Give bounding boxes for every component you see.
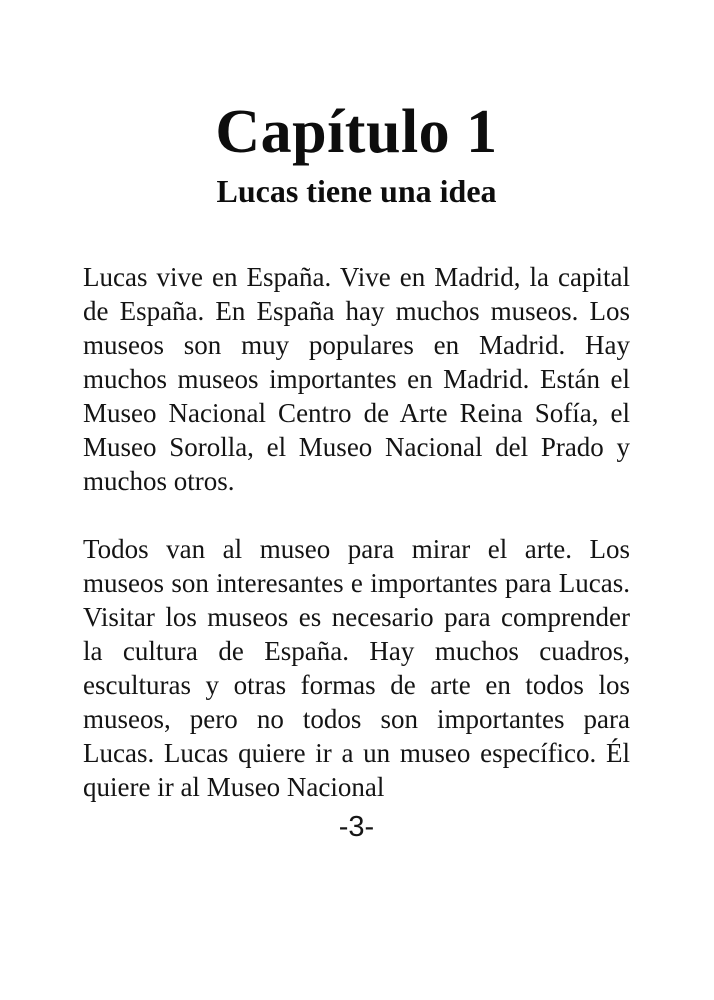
chapter-title: Capítulo 1 (215, 98, 498, 166)
page-content (0, 98, 714, 844)
chapter-body (83, 260, 630, 804)
paragraph-2: Todos van al museo para mirar el arte. Los museos son interesantes e importantes para Lucas. Visitar los museos es necesario para comprender la cultura de España. Hay muchos cuadros, esculturas y otras formas de arte en todos los museos, pero no todos son importantes para Lucas. Lucas quiere ir a un museo específico. Él quiere ir al Museo Nacional (83, 534, 630, 803)
chapter-header (83, 98, 630, 210)
page-footer (83, 810, 630, 844)
chapter-subtitle: Lucas tiene una idea (216, 173, 497, 210)
page-number: -3- (338, 811, 375, 844)
paragraph-1: Lucas vive en España. Vive en Madrid, la capital de España. En España hay muchos museos. Los museos son muy populares en Madrid. Hay muchos museos importantes en Madrid. Están el Museo Nacional Centro de Arte Reina Sofía, el Museo Sorolla, el Museo Nacional del Prado y muchos otros. (83, 262, 630, 497)
